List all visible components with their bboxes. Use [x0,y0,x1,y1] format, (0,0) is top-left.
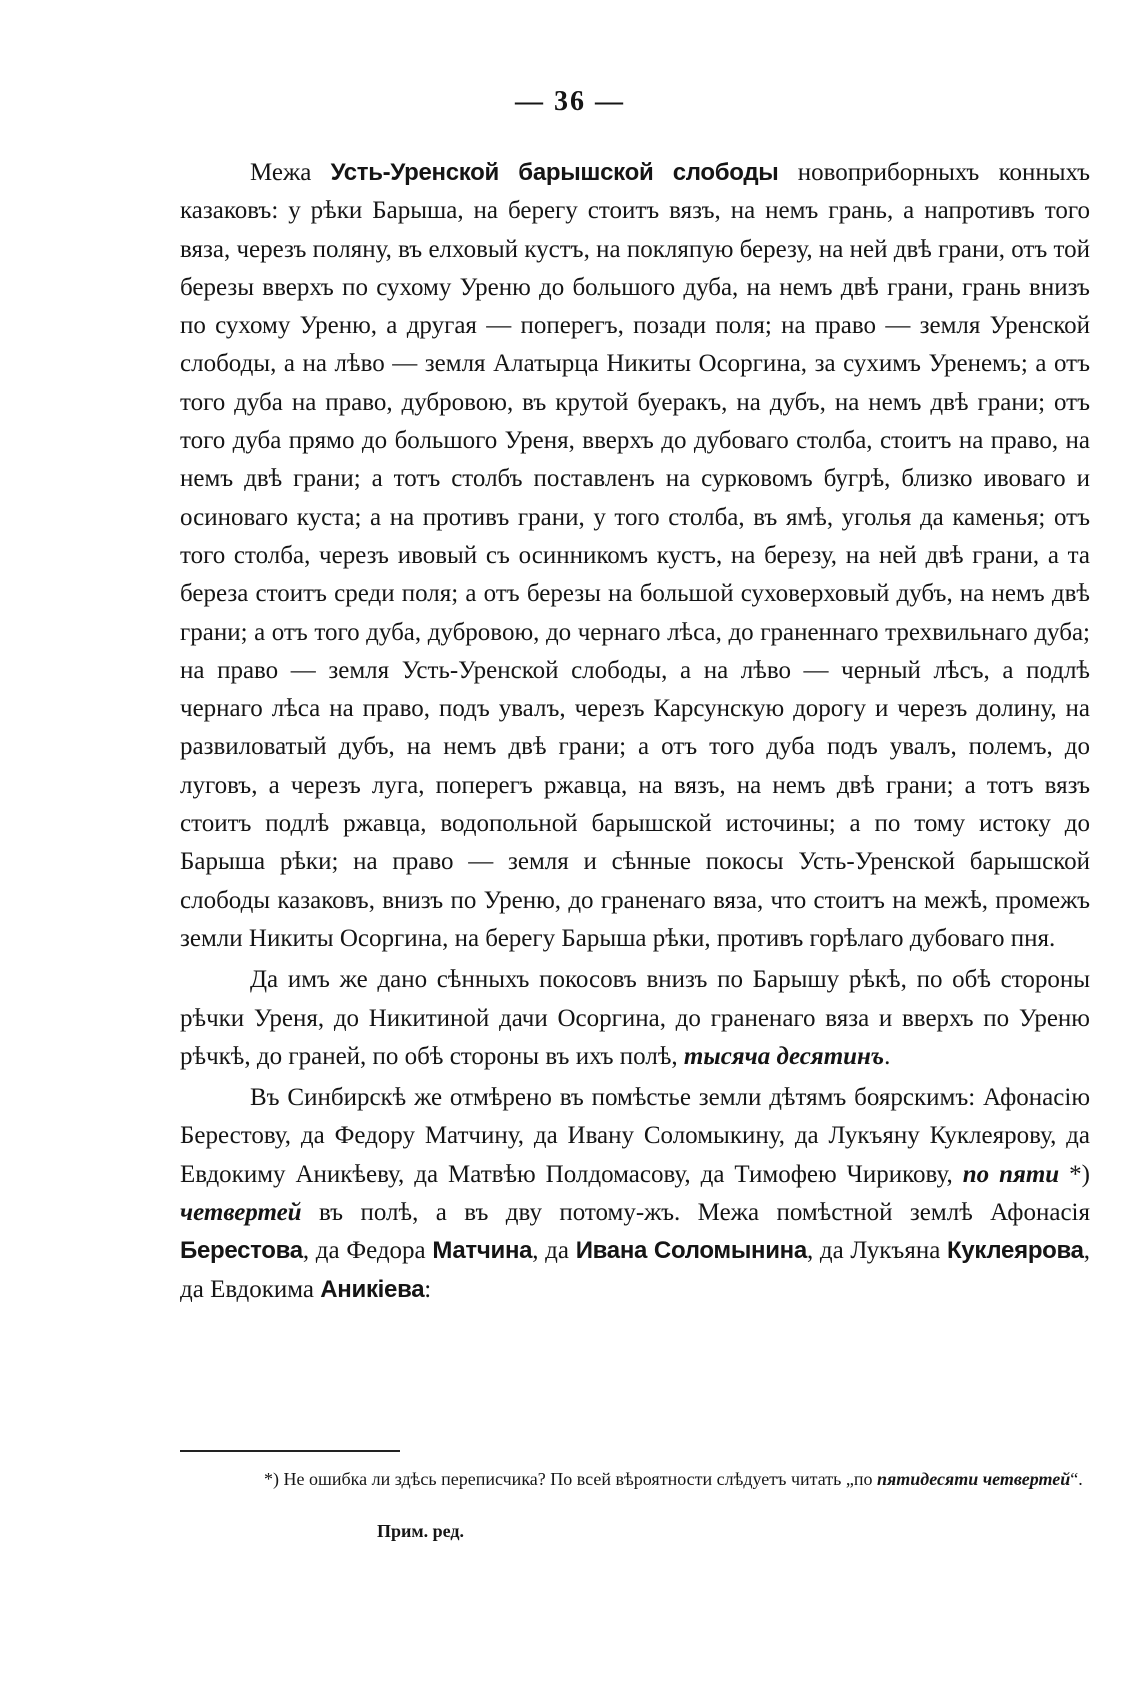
bold-heading-run: Усть-Уренской барышской слободы [330,159,779,186]
italic-run: пятидесяти четвертей [876,1469,1071,1489]
footnote-divider [180,1450,400,1452]
body-text [180,154,1090,1309]
bold-name-run: Куклеярова [947,1237,1084,1265]
text-run: , да [532,1237,576,1265]
page-number: — 36 — [515,86,625,117]
text-run: , да Лукъяна [806,1237,948,1265]
text-run: въ полѣ, а въ дву потому-жъ. Межа помѣстной землѣ Афонасія [301,1199,1090,1227]
bold-name-run: Матчина [432,1237,533,1265]
footnote-marker: *) [1059,1160,1090,1188]
footnote-text [180,1466,1090,1493]
paragraph-hay-meadows [180,961,1090,1076]
footnote [180,1466,1090,1493]
paragraph-simbirsk-estates [180,1079,1090,1309]
text-run: , да Евдокима [180,1237,1090,1303]
text-run: . [884,1042,891,1070]
bold-name-run: Аникіева [320,1275,425,1303]
text-run: Въ Синбирскѣ же отмѣрено въ помѣстье земли дѣтямъ боярскимъ: Афонасію Берестову, да Федору Матчину, да Ивану Соломыкину, да Лукъяну Куклеярову, да Евдокиму Аникѣеву, да Матвѣю Полдомасову, да Тимофею Чирикову, [180,1084,1090,1188]
text-run: “. [1070,1469,1083,1489]
text-run: новоприборныхъ конныхъ казаковъ: у рѣки Барыша, на берегу стоитъ вязъ, на немъ грань, а напротивъ того вяза, черезъ поляну, въ елховый кустъ, на покляпую березу, на ней двѣ грани, отъ той березы вверхъ по сухому Уреню до большого дуба, на немъ двѣ грани, грань внизъ по сухому Уреню, а другая — поперегъ, позади поля; на право — земля Уренской слободы, а на лѣво — земля Алатырца Никиты Осоргина, за сухимъ Уренемъ; а отъ того дуба на право, дубровою, въ крутой буеракъ, на дубъ, на немъ двѣ грани; отъ того дуба прямо до большого Уреня, вверхъ до дубоваго столба, стоитъ на право, на немъ двѣ грани; а тотъ столбъ поставленъ на сурковомъ бугрѣ, близко ивоваго и осиноваго куста; а на противъ грани, у того столба, въ ямѣ, уголья да каменья; отъ того столба, черезъ ивовый съ осинникомъ кустъ, на березу, на ней двѣ грани, а та береза стоитъ среди поля; а отъ березы на большой суховерховый дубъ, на немъ двѣ грани; а отъ того дуба, дубровою, до чернаго лѣса, до граненнаго трехвильнаго дуба; на право — земля Усть-Уренской слободы, а на лѣво — черный лѣсъ, а подлѣ чернаго лѣса на право, подъ увалъ, черезъ Карсунскую дорогу и черезъ долину, на развиловатый дубъ, на немъ двѣ грани; а отъ того дуба подъ увалъ, полемъ, до луговъ, а черезъ луга, поперегъ ржавца, на вязъ, на немъ двѣ грани; а тотъ вязъ стоитъ подлѣ ржавца, водопольной барышской источины; а по тому истоку до Барыша рѣки; на право — земля и сѣнные покосы Усть-Уренской барышской слободы казаковъ, внизъ по Уреню, до граненаго вяза, что стоитъ на межѣ, промежъ земли Никиты Осоргина, на берегу Барыша рѣки, противъ горѣлаго дубоваго пня. [180,159,1090,952]
italic-run: тысяча десятинъ [683,1042,885,1070]
text-run: Да имъ же дано сѣнныхъ покосовъ внизъ по Барышу рѣкѣ, по обѣ стороны рѣчки Уреня, до Никитиной дачи Осоргина, до граненаго вяза и вверхъ по Уреню рѣчкѣ, до граней, по обѣ стороны въ ихъ полѣ, [180,966,1090,1070]
paragraph-boundary-description [180,154,1090,958]
footnote-signature: Прим. ред. [377,1521,465,1541]
bold-name-run: Ивана Соломынина [575,1237,807,1265]
text-run: : [424,1275,432,1303]
italic-run: четвертей [180,1199,302,1227]
italic-run: по пяти [962,1160,1060,1188]
text-run: Межа [250,159,331,186]
text-run: *) Не ошибка ли здѣсь переписчика? По всей вѣроятности слѣдуетъ читать „по [264,1469,877,1489]
text-run: , да Федора [302,1237,433,1265]
bold-name-run: Берестова [180,1237,303,1265]
